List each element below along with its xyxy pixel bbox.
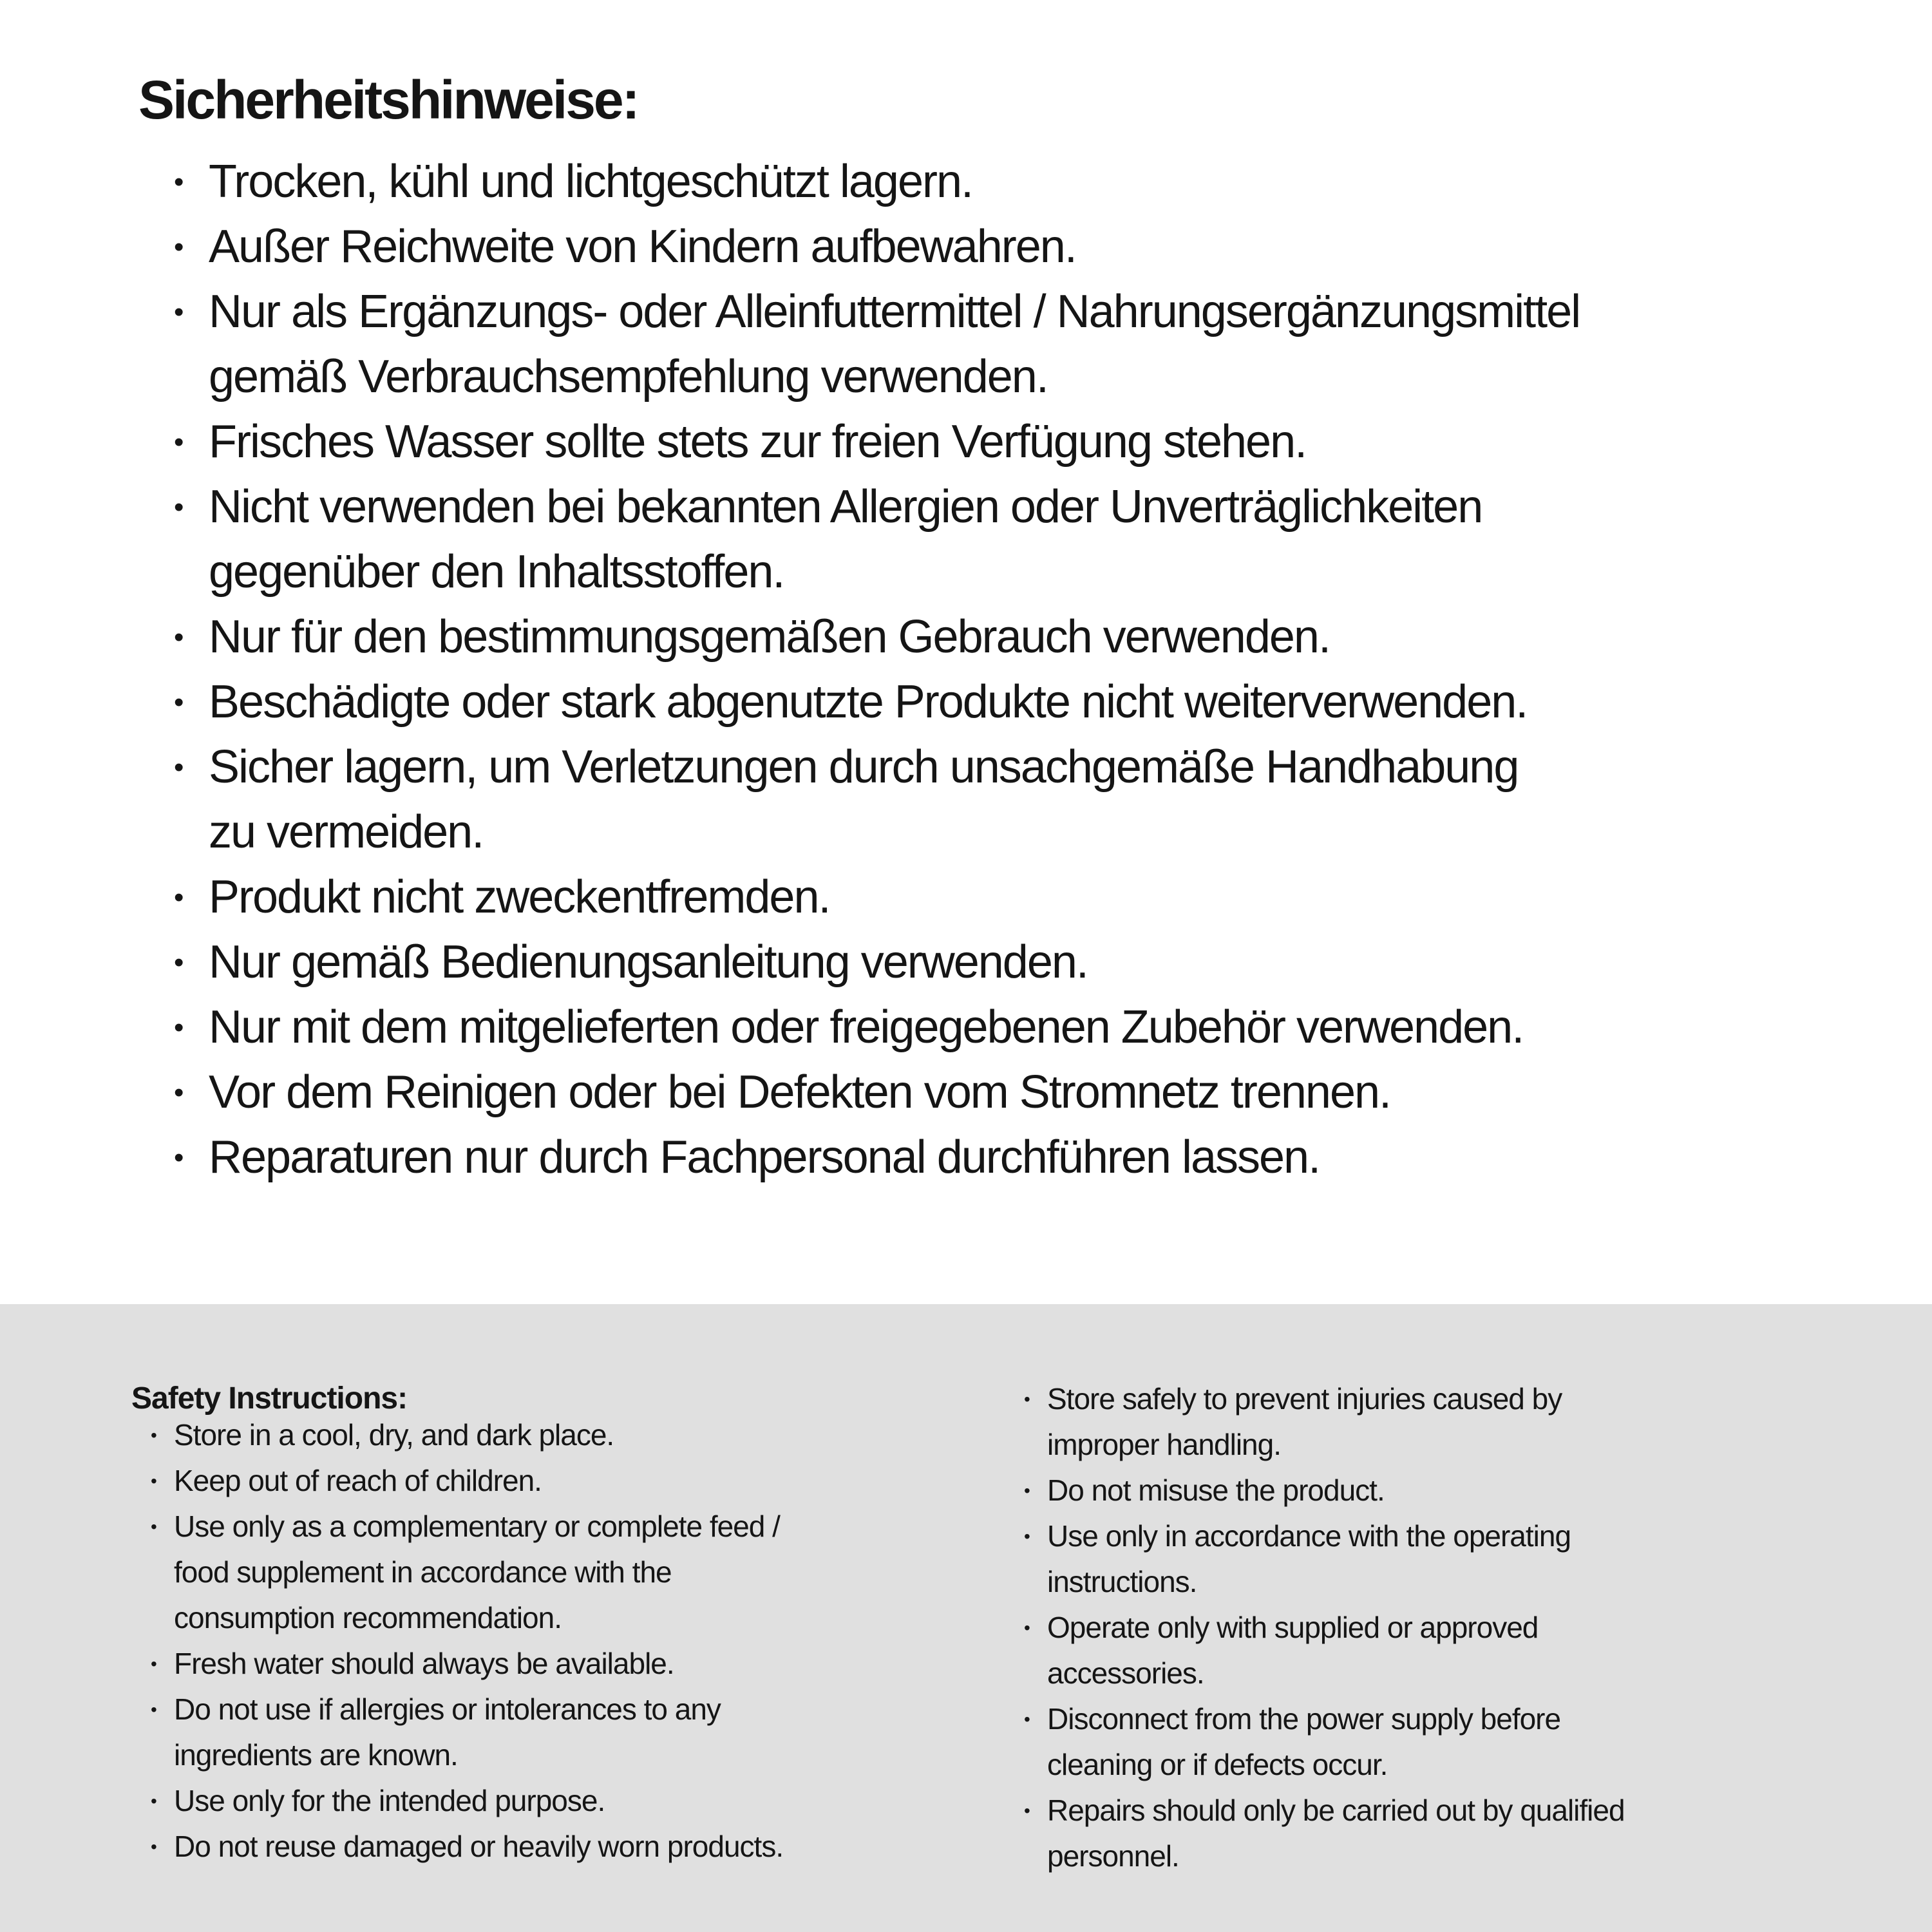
list-line: Trocken, kühl und lichtgeschützt lagern.	[209, 156, 973, 207]
bullet-icon: •	[1024, 1389, 1030, 1409]
list-item	[174, 670, 1580, 735]
list-line: Nur als Ergänzungs- oder Alleinfuttermittel / Nahrungsergänzungsmittel	[209, 286, 1580, 337]
list-item	[151, 1641, 988, 1687]
list-line: Repairs should only be carried out by qualified	[1047, 1794, 1625, 1827]
bullet-icon: •	[174, 687, 183, 718]
list-line: zu vermeiden.	[209, 806, 484, 858]
list-item	[174, 149, 1580, 214]
list-line: Disconnect from the power supply before	[1047, 1702, 1561, 1736]
bullet-icon: •	[151, 1517, 156, 1537]
bullet-icon: •	[174, 621, 183, 653]
list-line: Fresh water should always be available.	[174, 1647, 674, 1680]
bullet-icon: •	[1024, 1618, 1030, 1638]
bullet-icon: •	[174, 231, 183, 263]
list-line: Reparaturen nur durch Fachpersonal durchführen lassen.	[209, 1132, 1320, 1183]
list-item	[1024, 1513, 1900, 1605]
german-safety-list	[174, 149, 1580, 1190]
bullet-icon: •	[174, 426, 183, 458]
bullet-icon: •	[174, 947, 183, 978]
list-item	[1024, 1468, 1900, 1513]
list-line: Nur mit dem mitgelieferten oder freigegebenen Zubehör verwenden.	[209, 1001, 1524, 1053]
list-item	[174, 1125, 1580, 1190]
list-line: Sicher lagern, um Verletzungen durch unsachgemäße Handhabung	[209, 741, 1519, 793]
list-item	[151, 1778, 988, 1824]
bullet-icon: •	[151, 1425, 156, 1445]
list-line: Vor dem Reinigen oder bei Defekten vom Stromnetz trennen.	[209, 1066, 1391, 1118]
list-line: food supplement in accordance with the	[174, 1555, 672, 1589]
list-line: gemäß Verbrauchsempfehlung verwenden.	[209, 351, 1048, 402]
list-line: ingredients are known.	[174, 1738, 458, 1772]
bullet-icon: •	[151, 1700, 156, 1719]
list-line: Use only for the intended purpose.	[174, 1784, 605, 1817]
english-safety-list-right-column	[1024, 1376, 1900, 1879]
bullet-icon: •	[151, 1654, 156, 1674]
list-line: gegenüber den Inhaltsstoffen.	[209, 546, 784, 598]
bullet-icon: •	[174, 166, 183, 198]
list-item	[174, 1060, 1580, 1125]
list-line: Beschädigte oder stark abgenutzte Produkte nicht weiterverwenden.	[209, 676, 1528, 728]
list-item	[174, 995, 1580, 1060]
bullet-icon: •	[151, 1837, 156, 1857]
list-item	[1024, 1376, 1900, 1468]
bullet-icon: •	[1024, 1481, 1030, 1501]
list-line: Store safely to prevent injuries caused by	[1047, 1382, 1562, 1416]
list-line: Nicht verwenden bei bekannten Allergien oder Unverträglichkeiten	[209, 481, 1482, 533]
bullet-icon: •	[174, 882, 183, 913]
list-line: Use only as a complementary or complete feed /	[174, 1510, 780, 1543]
list-item	[174, 735, 1580, 865]
list-item	[1024, 1605, 1900, 1696]
english-section-title: Safety Instructions:	[131, 1381, 408, 1416]
list-line: Do not misuse the product.	[1047, 1473, 1385, 1507]
bullet-icon: •	[174, 1142, 183, 1173]
list-item	[174, 279, 1580, 410]
list-line: Do not use if allergies or intolerances to any	[174, 1692, 721, 1726]
bullet-icon: •	[151, 1471, 156, 1491]
list-line: Do not reuse damaged or heavily worn products.	[174, 1830, 784, 1863]
english-section-panel	[0, 1304, 1932, 1932]
list-line: Nur für den bestimmungsgemäßen Gebrauch verwenden.	[209, 611, 1330, 663]
list-line: Außer Reichweite von Kindern aufbewahren.	[209, 221, 1076, 272]
bullet-icon: •	[1024, 1526, 1030, 1546]
list-line: Operate only with supplied or approved	[1047, 1611, 1539, 1644]
bullet-icon: •	[174, 1012, 183, 1043]
list-line: improper handling.	[1047, 1428, 1282, 1461]
list-item	[174, 865, 1580, 930]
english-safety-list-left-column	[151, 1412, 988, 1870]
bullet-icon: •	[1024, 1801, 1030, 1821]
list-item	[174, 475, 1580, 605]
list-line: Keep out of reach of children.	[174, 1464, 542, 1497]
bullet-icon: •	[174, 752, 183, 783]
bullet-icon: •	[174, 1077, 183, 1108]
list-item	[1024, 1788, 1900, 1879]
bullet-icon: •	[174, 296, 183, 328]
list-line: Produkt nicht zweckentfremden.	[209, 871, 830, 923]
bullet-icon: •	[174, 491, 183, 523]
list-line: accessories.	[1047, 1656, 1204, 1690]
german-section-title: Sicherheitshinweise:	[138, 70, 638, 130]
list-item	[151, 1458, 988, 1504]
list-line: Frisches Wasser sollte stets zur freien Verfügung stehen.	[209, 416, 1307, 468]
bullet-icon: •	[151, 1791, 156, 1811]
list-item	[174, 410, 1580, 475]
list-line: instructions.	[1047, 1565, 1197, 1598]
list-line: Nur gemäß Bedienungsanleitung verwenden.	[209, 936, 1088, 988]
list-item	[1024, 1696, 1900, 1788]
list-item	[174, 214, 1580, 279]
list-item	[151, 1687, 988, 1778]
list-line: Store in a cool, dry, and dark place.	[174, 1418, 614, 1452]
list-item	[174, 605, 1580, 670]
list-item	[151, 1824, 988, 1870]
list-item	[174, 930, 1580, 995]
list-item	[151, 1504, 988, 1641]
list-line: Use only in accordance with the operating	[1047, 1519, 1571, 1553]
list-line: consumption recommendation.	[174, 1601, 562, 1634]
list-line: personnel.	[1047, 1839, 1179, 1873]
list-line: cleaning or if defects occur.	[1047, 1748, 1388, 1781]
bullet-icon: •	[1024, 1709, 1030, 1729]
list-item	[151, 1412, 988, 1458]
